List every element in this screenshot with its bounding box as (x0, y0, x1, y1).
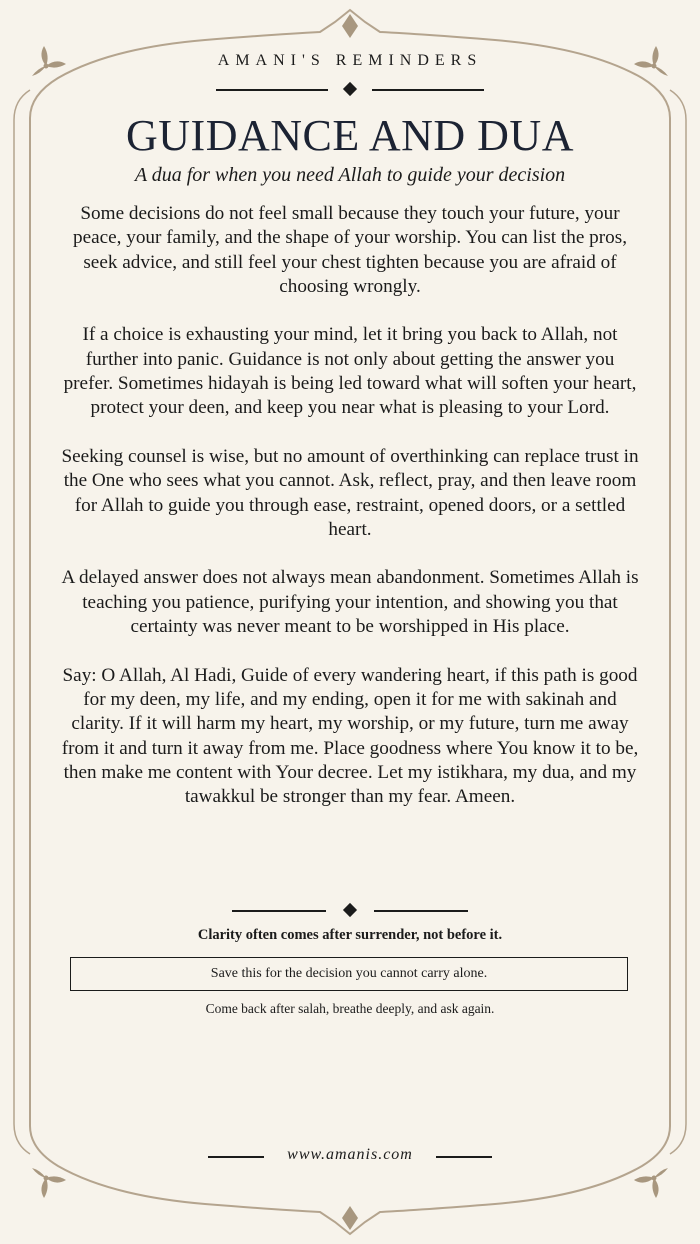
paragraph: If a choice is exhausting your mind, let it bring you back to Allah, not further into panic. Guidance is not only about getting the answer you prefer. Sometimes hidayah is being led toward what will soften your heart, protect your deen, and keep you near what is pleasing to your Lord. (63, 324, 637, 419)
footer-divider (0, 903, 700, 919)
save-note-box: Save this for the decision you cannot carry alone. (70, 957, 628, 991)
header-divider (0, 82, 700, 98)
tagline: Clarity often comes after surrender, not before it. (197, 927, 503, 943)
page-title: GUIDANCE AND DUA (126, 111, 574, 160)
paragraph: A delayed answer does not always mean abandonment. Sometimes Allah is teaching you patience, purifying your intention, and showing you that certainty was never meant to be worshipped in His place. (61, 567, 639, 638)
paragraph: Some decisions do not feel small because they touch your future, your peace, your family, and the shape of your worship. You can list the pros, seek advice, and still feel your chest tighten because you are afraid of choosing wrongly. (72, 203, 627, 297)
page-subtitle: A dua for when you need Allah to guide your decision (134, 164, 566, 186)
brand-name: AMANI'S REMINDERS (217, 52, 483, 69)
diamond-ornament-icon (343, 903, 357, 917)
dua-paragraph: Say: O Allah, Al Hadi, Guide of every wandering heart, if this path is good for my deen, my life, and my ending, open it for me with sakinah and clarity. If it will harm my heart, my worship, or my future, turn me away from it and turn it away from me. Place goodness where You know it to be, then make me content with Your decree. Let my istikhara, my dua, and my tawakkul be stronger than my fear. Ameen. (61, 664, 639, 808)
paragraph: Seeking counsel is wise, but no amount of overthinking can replace trust in the One who sees what you cannot. Ask, reflect, pray, and then leave room for Allah to guide you through ease, restraint, opened doors, or a settled heart. (61, 445, 639, 540)
website-link[interactable]: www.amanis.com (287, 1146, 413, 1163)
diamond-ornament-icon (343, 82, 357, 96)
footnote: Come back after salah, breathe deeply, and ask again. (205, 1001, 495, 1016)
body-text (60, 202, 640, 834)
